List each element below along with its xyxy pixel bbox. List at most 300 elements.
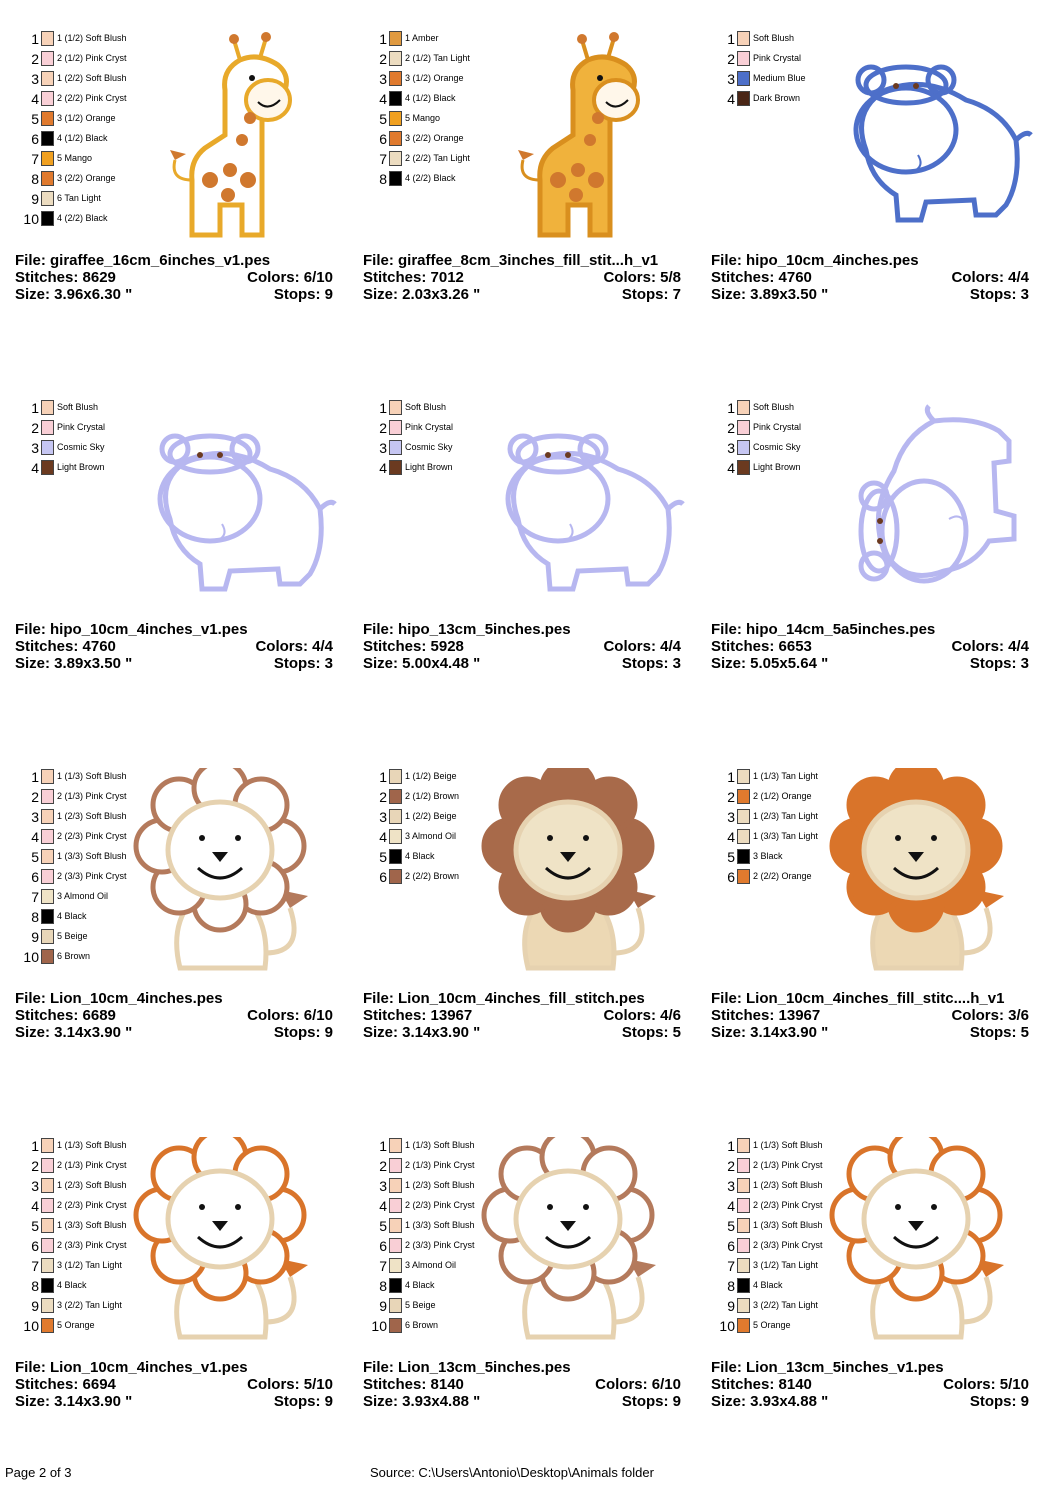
color-number: 2 — [727, 51, 735, 67]
design-card — [711, 30, 1041, 375]
color-swatch — [41, 460, 54, 475]
color-swatch — [389, 111, 402, 126]
color-name: 2 (2/2) Tan Light — [405, 153, 470, 163]
color-number: 1 — [727, 400, 735, 416]
color-swatch — [41, 191, 54, 206]
color-name: 3 (1/2) Tan Light — [753, 1260, 818, 1270]
color-swatch — [389, 91, 402, 106]
color-swatch — [737, 809, 750, 824]
color-name: 1 (1/3) Soft Blush — [753, 1140, 823, 1150]
color-number: 8 — [31, 171, 39, 187]
file-name: File: Lion_13cm_5inches_v1.pes — [711, 1359, 944, 1376]
color-number: 1 — [31, 1138, 39, 1154]
color-name: 4 Black — [57, 1280, 87, 1290]
color-swatch — [389, 1198, 402, 1213]
color-number: 2 — [379, 51, 387, 67]
color-number: 4 — [31, 91, 39, 107]
color-number: 9 — [31, 191, 39, 207]
color-swatch — [41, 1158, 54, 1173]
color-number: 6 — [379, 869, 387, 885]
color-swatch — [41, 769, 54, 784]
design-info — [15, 621, 333, 672]
color-name: 1 (3/3) Soft Blush — [753, 1220, 823, 1230]
lion-illustration — [130, 768, 340, 983]
color-swatch — [389, 809, 402, 824]
color-number: 7 — [31, 889, 39, 905]
design-info — [363, 990, 681, 1041]
color-count: Colors: 6/10 — [595, 1376, 681, 1393]
hippo-illustration — [478, 399, 688, 614]
stop-count: Stops: 9 — [273, 286, 333, 303]
color-number: 5 — [379, 111, 387, 127]
color-number: 1 — [379, 1138, 387, 1154]
color-number: 4 — [379, 1198, 387, 1214]
color-number: 7 — [31, 151, 39, 167]
color-number: 10 — [23, 949, 39, 965]
color-name: 2 (1/3) Pink Cryst — [753, 1160, 823, 1170]
color-number: 2 — [727, 420, 735, 436]
color-number: 8 — [31, 909, 39, 925]
color-count: Colors: 6/10 — [247, 269, 333, 286]
stop-count: Stops: 5 — [969, 1024, 1029, 1041]
stop-count: Stops: 9 — [969, 1393, 1029, 1410]
stitch-count: Stitches: 6694 — [15, 1376, 116, 1393]
color-swatch — [389, 849, 402, 864]
color-number: 6 — [727, 869, 735, 885]
color-number: 6 — [727, 1238, 735, 1254]
color-name: 1 (2/3) Soft Blush — [753, 1180, 823, 1190]
design-info — [711, 252, 1029, 303]
stop-count: Stops: 9 — [273, 1024, 333, 1041]
color-swatch — [389, 440, 402, 455]
giraffe-illustration — [478, 30, 688, 245]
color-number: 4 — [727, 1198, 735, 1214]
color-name: Pink Crystal — [405, 422, 454, 432]
color-swatch — [41, 1218, 54, 1233]
color-number: 7 — [379, 1258, 387, 1274]
color-name: Cosmic Sky — [753, 442, 801, 452]
color-swatch — [389, 31, 402, 46]
file-name: File: Lion_10cm_4inches_fill_stitc....h_v1 — [711, 990, 1005, 1007]
page-number: Page 2 of 3 — [5, 1465, 72, 1480]
design-size: Size: 3.93x4.88 " — [363, 1393, 481, 1410]
color-name: 6 Brown — [57, 951, 91, 961]
color-name: Pink Crystal — [753, 422, 802, 432]
color-count: Colors: 4/4 — [951, 269, 1029, 286]
hippo-illustration — [826, 30, 1036, 245]
color-swatch — [389, 829, 402, 844]
color-swatch — [389, 1158, 402, 1173]
color-number: 1 — [727, 769, 735, 785]
color-name: Light Brown — [57, 462, 105, 472]
color-number: 3 — [31, 1178, 39, 1194]
color-name: 1 (1/3) Soft Blush — [57, 1140, 127, 1150]
color-number: 4 — [727, 829, 735, 845]
color-name: 3 Almond Oil — [57, 891, 109, 901]
color-number: 9 — [727, 1298, 735, 1314]
color-swatch — [389, 400, 402, 415]
color-number: 4 — [31, 460, 39, 476]
color-swatch — [389, 171, 402, 186]
design-card — [363, 399, 693, 744]
color-number: 3 — [31, 809, 39, 825]
color-name: 4 Black — [57, 911, 87, 921]
design-size: Size: 3.89x3.50 " — [711, 286, 829, 303]
color-number: 3 — [379, 440, 387, 456]
color-name: 2 (1/3) Pink Cryst — [57, 1160, 127, 1170]
color-swatch — [389, 1258, 402, 1273]
stop-count: Stops: 3 — [621, 655, 681, 672]
file-name: File: Lion_10cm_4inches.pes — [15, 990, 223, 1007]
design-card — [363, 1137, 693, 1482]
file-name: File: giraffee_16cm_6inches_v1.pes — [15, 252, 271, 269]
color-name: 2 (1/3) Pink Cryst — [57, 791, 127, 801]
color-number: 4 — [31, 1198, 39, 1214]
color-swatch — [41, 1298, 54, 1313]
color-swatch — [737, 1138, 750, 1153]
color-number: 4 — [379, 91, 387, 107]
color-swatch — [737, 1178, 750, 1193]
color-number: 1 — [727, 1138, 735, 1154]
color-count: Colors: 4/4 — [951, 638, 1029, 655]
color-number: 3 — [379, 809, 387, 825]
file-name: File: hipo_10cm_4inches_v1.pes — [15, 621, 248, 638]
color-name: 2 (2/2) Orange — [753, 871, 812, 881]
color-number: 1 — [31, 31, 39, 47]
color-name: Medium Blue — [753, 73, 806, 83]
color-name: Soft Blush — [405, 402, 447, 412]
color-swatch — [737, 849, 750, 864]
color-number: 5 — [31, 849, 39, 865]
color-name: 2 (1/2) Tan Light — [405, 53, 470, 63]
color-swatch — [41, 1318, 54, 1333]
color-name: 2 (3/3) Pink Cryst — [405, 1240, 475, 1250]
color-swatch — [389, 1318, 402, 1333]
color-swatch — [41, 1258, 54, 1273]
color-name: 2 (1/2) Brown — [405, 791, 460, 801]
design-info — [15, 252, 333, 303]
color-name: 1 (1/3) Soft Blush — [57, 771, 127, 781]
color-name: 3 Black — [753, 851, 783, 861]
color-swatch — [41, 131, 54, 146]
color-number: 6 — [379, 131, 387, 147]
color-swatch — [737, 1218, 750, 1233]
stitch-count: Stitches: 7012 — [363, 269, 464, 286]
color-swatch — [41, 909, 54, 924]
color-swatch — [389, 1298, 402, 1313]
color-number: 4 — [31, 829, 39, 845]
color-swatch — [737, 1278, 750, 1293]
color-number: 2 — [727, 789, 735, 805]
color-name: 2 (1/2) Pink Cryst — [57, 53, 127, 63]
stitch-count: Stitches: 8140 — [711, 1376, 812, 1393]
design-info — [15, 990, 333, 1041]
file-name: File: Lion_10cm_4inches_fill_stitch.pes — [363, 990, 645, 1007]
color-swatch — [737, 1158, 750, 1173]
color-swatch — [737, 789, 750, 804]
color-name: 3 (2/2) Tan Light — [57, 1300, 122, 1310]
color-swatch — [737, 829, 750, 844]
color-name: 5 Orange — [753, 1320, 791, 1330]
color-number: 2 — [31, 789, 39, 805]
color-swatch — [737, 769, 750, 784]
color-number: 1 — [31, 400, 39, 416]
file-name: File: Lion_10cm_4inches_v1.pes — [15, 1359, 248, 1376]
color-number: 10 — [719, 1318, 735, 1334]
design-card — [15, 768, 345, 1113]
color-swatch — [41, 1178, 54, 1193]
file-name: File: hipo_13cm_5inches.pes — [363, 621, 571, 638]
color-swatch — [389, 420, 402, 435]
stop-count: Stops: 5 — [621, 1024, 681, 1041]
color-number: 9 — [31, 1298, 39, 1314]
color-swatch — [41, 440, 54, 455]
color-count: Colors: 4/4 — [255, 638, 333, 655]
color-swatch — [41, 51, 54, 66]
design-info — [711, 1359, 1029, 1410]
color-number: 4 — [379, 829, 387, 845]
color-number: 1 — [31, 769, 39, 785]
color-number: 10 — [23, 211, 39, 227]
color-number: 8 — [379, 1278, 387, 1294]
color-name: 2 (1/3) Pink Cryst — [405, 1160, 475, 1170]
color-swatch — [41, 71, 54, 86]
color-name: 2 (3/3) Pink Cryst — [57, 1240, 127, 1250]
color-name: 1 (3/3) Soft Blush — [57, 1220, 127, 1230]
stitch-count: Stitches: 6653 — [711, 638, 812, 655]
stitch-count: Stitches: 8140 — [363, 1376, 464, 1393]
color-name: Soft Blush — [753, 33, 795, 43]
design-card — [15, 30, 345, 375]
hippo-illustration — [826, 399, 1036, 614]
color-number: 5 — [727, 1218, 735, 1234]
color-number: 2 — [379, 1158, 387, 1174]
color-number: 1 — [379, 769, 387, 785]
color-swatch — [41, 889, 54, 904]
color-number: 3 — [727, 1178, 735, 1194]
color-swatch — [737, 1238, 750, 1253]
color-name: Cosmic Sky — [57, 442, 105, 452]
stop-count: Stops: 7 — [621, 286, 681, 303]
stitch-count: Stitches: 6689 — [15, 1007, 116, 1024]
color-name: 4 (1/2) Black — [405, 93, 456, 103]
color-swatch — [41, 1198, 54, 1213]
color-swatch — [41, 869, 54, 884]
color-swatch — [41, 929, 54, 944]
color-name: 6 Brown — [405, 1320, 439, 1330]
color-name: 1 (2/3) Soft Blush — [57, 811, 127, 821]
color-number: 5 — [31, 1218, 39, 1234]
color-name: 2 (2/3) Pink Cryst — [753, 1200, 823, 1210]
color-swatch — [737, 400, 750, 415]
color-name: 2 (2/3) Pink Cryst — [57, 831, 127, 841]
lion-illustration — [478, 768, 688, 983]
color-name: 3 (1/2) Orange — [405, 73, 464, 83]
color-swatch — [41, 91, 54, 106]
color-number: 2 — [31, 1158, 39, 1174]
color-number: 6 — [379, 1238, 387, 1254]
color-number: 4 — [727, 460, 735, 476]
color-number: 9 — [31, 929, 39, 945]
design-card — [363, 768, 693, 1113]
color-number: 3 — [727, 71, 735, 87]
design-size: Size: 3.14x3.90 " — [15, 1024, 133, 1041]
color-swatch — [41, 949, 54, 964]
color-name: 3 (1/2) Tan Light — [57, 1260, 122, 1270]
color-name: 1 (2/3) Soft Blush — [405, 1180, 475, 1190]
color-swatch — [389, 869, 402, 884]
color-name: 4 Black — [405, 851, 435, 861]
color-count: Colors: 5/8 — [603, 269, 681, 286]
color-name: 3 (2/2) Orange — [57, 173, 116, 183]
color-count: Colors: 4/6 — [603, 1007, 681, 1024]
color-number: 10 — [371, 1318, 387, 1334]
color-swatch — [389, 769, 402, 784]
color-number: 3 — [31, 71, 39, 87]
design-info — [711, 990, 1029, 1041]
color-swatch — [737, 869, 750, 884]
design-size: Size: 3.14x3.90 " — [711, 1024, 829, 1041]
color-swatch — [389, 1218, 402, 1233]
source-path: Source: C:\Users\Antonio\Desktop\Animals folder — [370, 1465, 654, 1480]
color-swatch — [389, 1178, 402, 1193]
design-info — [711, 621, 1029, 672]
color-swatch — [737, 1298, 750, 1313]
color-name: 1 Amber — [405, 33, 439, 43]
color-name: 1 (3/3) Soft Blush — [405, 1220, 475, 1230]
stop-count: Stops: 3 — [273, 655, 333, 672]
stitch-count: Stitches: 13967 — [711, 1007, 821, 1024]
color-number: 5 — [379, 849, 387, 865]
hippo-illustration — [130, 399, 340, 614]
color-number: 6 — [31, 131, 39, 147]
color-swatch — [41, 111, 54, 126]
color-swatch — [389, 1278, 402, 1293]
color-name: 1 (1/2) Soft Blush — [57, 33, 127, 43]
color-name: Cosmic Sky — [405, 442, 453, 452]
design-card — [711, 768, 1041, 1113]
design-info — [363, 1359, 681, 1410]
color-name: 2 (2/3) Pink Cryst — [57, 1200, 127, 1210]
color-count: Colors: 5/10 — [943, 1376, 1029, 1393]
color-number: 6 — [31, 869, 39, 885]
lion-illustration — [826, 768, 1036, 983]
color-name: 1 (2/2) Beige — [405, 811, 457, 821]
stop-count: Stops: 9 — [621, 1393, 681, 1410]
color-name: 3 (1/2) Orange — [57, 113, 116, 123]
design-info — [15, 1359, 333, 1410]
color-number: 2 — [31, 51, 39, 67]
color-swatch — [41, 1138, 54, 1153]
color-number: 2 — [379, 420, 387, 436]
color-name: 2 (2/3) Pink Cryst — [405, 1200, 475, 1210]
design-card — [15, 399, 345, 744]
stitch-count: Stitches: 13967 — [363, 1007, 473, 1024]
color-name: 5 Mango — [405, 113, 441, 123]
design-card — [363, 30, 693, 375]
design-card — [711, 1137, 1041, 1482]
color-count: Colors: 6/10 — [247, 1007, 333, 1024]
color-number: 5 — [727, 849, 735, 865]
color-swatch — [737, 31, 750, 46]
color-swatch — [41, 171, 54, 186]
color-swatch — [41, 1238, 54, 1253]
design-size: Size: 3.93x4.88 " — [711, 1393, 829, 1410]
lion-illustration — [826, 1137, 1036, 1352]
lion-illustration — [130, 1137, 340, 1352]
color-name: 5 Orange — [57, 1320, 95, 1330]
design-size: Size: 3.14x3.90 " — [15, 1393, 133, 1410]
color-swatch — [41, 789, 54, 804]
color-name: 1 (2/3) Tan Light — [753, 811, 818, 821]
color-name: 3 (2/2) Orange — [405, 133, 464, 143]
color-number: 6 — [31, 1238, 39, 1254]
color-number: 7 — [727, 1258, 735, 1274]
color-number: 1 — [379, 31, 387, 47]
color-name: Light Brown — [405, 462, 453, 472]
color-swatch — [389, 131, 402, 146]
color-name: 2 (2/2) Brown — [405, 871, 460, 881]
design-size: Size: 5.00x4.48 " — [363, 655, 481, 672]
design-card — [711, 399, 1041, 744]
file-name: File: hipo_10cm_4inches.pes — [711, 252, 919, 269]
color-swatch — [41, 31, 54, 46]
color-name: Dark Brown — [753, 93, 801, 103]
stitch-count: Stitches: 5928 — [363, 638, 464, 655]
stitch-count: Stitches: 4760 — [711, 269, 812, 286]
color-name: 2 (1/2) Orange — [753, 791, 812, 801]
color-swatch — [389, 1238, 402, 1253]
color-name: 1 (1/3) Tan Light — [753, 771, 818, 781]
color-swatch — [41, 211, 54, 226]
color-name: 4 Black — [405, 1280, 435, 1290]
color-count: Colors: 5/10 — [247, 1376, 333, 1393]
giraffe-illustration — [130, 30, 340, 245]
stop-count: Stops: 3 — [969, 286, 1029, 303]
color-swatch — [41, 1278, 54, 1293]
color-swatch — [389, 151, 402, 166]
design-card — [15, 1137, 345, 1482]
color-name: 4 (2/2) Black — [57, 213, 108, 223]
color-swatch — [737, 1198, 750, 1213]
color-swatch — [737, 460, 750, 475]
color-number: 2 — [727, 1158, 735, 1174]
color-name: 4 (2/2) Black — [405, 173, 456, 183]
color-name: 2 (2/2) Pink Cryst — [57, 93, 127, 103]
color-name: 5 Beige — [405, 1300, 436, 1310]
color-name: 4 (1/2) Black — [57, 133, 108, 143]
color-number: 1 — [379, 400, 387, 416]
color-swatch — [41, 400, 54, 415]
design-size: Size: 3.89x3.50 " — [15, 655, 133, 672]
design-size: Size: 3.14x3.90 " — [363, 1024, 481, 1041]
color-number: 3 — [379, 1178, 387, 1194]
color-swatch — [41, 151, 54, 166]
color-name: Pink Crystal — [753, 53, 802, 63]
color-name: Light Brown — [753, 462, 801, 472]
color-swatch — [41, 809, 54, 824]
color-number: 10 — [23, 1318, 39, 1334]
color-swatch — [737, 91, 750, 106]
color-number: 2 — [379, 789, 387, 805]
stitch-count: Stitches: 8629 — [15, 269, 116, 286]
color-swatch — [389, 789, 402, 804]
color-swatch — [389, 460, 402, 475]
color-swatch — [737, 1318, 750, 1333]
color-name: 6 Tan Light — [57, 193, 101, 203]
color-number: 5 — [379, 1218, 387, 1234]
color-number: 9 — [379, 1298, 387, 1314]
